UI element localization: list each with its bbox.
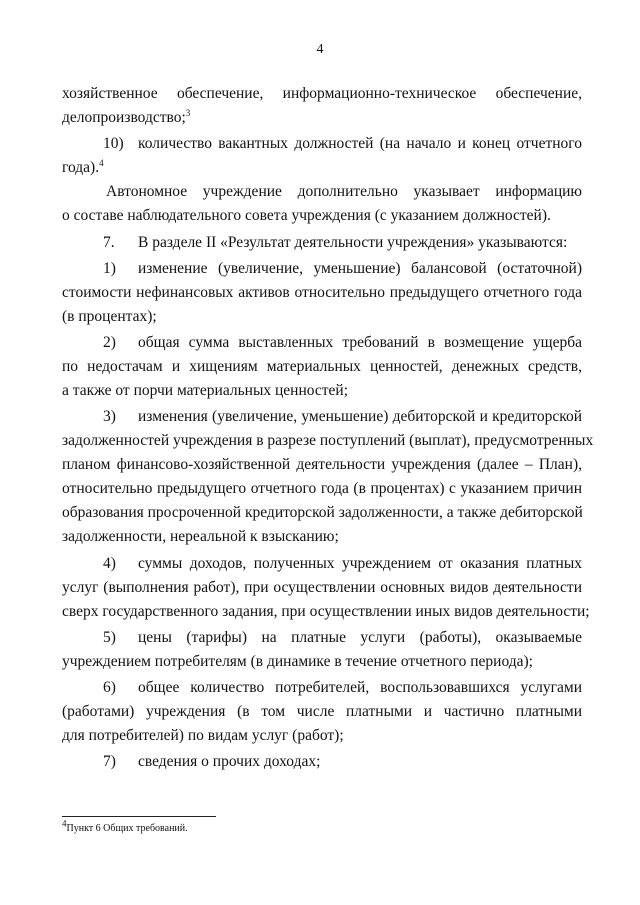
footnote-rule (62, 816, 216, 817)
item-number: 4) (103, 555, 116, 572)
text-line: количество вакантных должностей (на начало и конец отчетного (138, 135, 582, 152)
text-line: хозяйственное обеспечение, информационно-техническое обеспечение, (62, 85, 582, 102)
text-line: изменение (увеличение, уменьшение) балансовой (остаточной) (138, 260, 582, 277)
text-line: цены (тарифы) на платные услуги (работы), оказываемые (138, 629, 582, 646)
item-number: 1) (103, 260, 116, 277)
item-number: 7) (103, 753, 116, 770)
item-number: 3) (103, 408, 116, 425)
text-line (62, 108, 190, 128)
text-line: сверх государственного задания, при осуществлении иных видов деятельности; (62, 603, 590, 620)
item-number: 10) (103, 135, 124, 152)
footnote-ref: 3 (185, 107, 191, 118)
text-line: для потребителей) по видам услуг (работ); (62, 727, 344, 744)
footnote-text: Пункт 6 Общих требований. (66, 823, 188, 834)
text-line: планом финансово-хозяйственной деятельности учреждения (далее – План), (62, 456, 582, 473)
footnote-ref: 4 (99, 157, 104, 168)
text-line (62, 158, 104, 178)
text-line: задолженности, нереальной к взысканию; (62, 528, 339, 545)
item-number: 5) (103, 629, 116, 646)
page-number: 4 (316, 42, 324, 57)
text-line: общее количество потребителей, воспользовавшихся услугами (138, 679, 582, 696)
item-number: 7. (103, 234, 115, 251)
text-line: суммы доходов, полученных учреждением от оказания платных (138, 555, 582, 572)
item-number: 6) (103, 679, 116, 696)
text-line: (в процентах); (62, 308, 157, 325)
text-line: (работами) учреждения (в том числе платными и частично платными (62, 703, 582, 720)
text-line: а также от порчи материальных ценностей; (62, 382, 349, 399)
line-text: делопроизводство; (62, 109, 186, 126)
text-line: задолженностей учреждения в разрезе поступлений (выплат), предусмотренных (62, 432, 594, 449)
text-line: В разделе II «Результат деятельности учреждения» указываются: (138, 234, 568, 251)
text-line: по недостачам и хищениям материальных ценностей, денежных средств, (62, 358, 582, 375)
item-number: 2) (103, 334, 116, 351)
footnote-marker: 4 (62, 818, 67, 829)
text-line: стоимости нефинансовых активов относительно предыдущего отчетного года (62, 284, 582, 301)
text-line: Автономное учреждение дополнительно указывает информацию (106, 183, 582, 200)
text-line: изменения (увеличение, уменьшение) дебиторской и кредиторской (138, 408, 582, 425)
text-line: о составе наблюдательного совета учреждения (с указанием должностей). (62, 207, 551, 224)
text-line: общая сумма выставленных требований в возмещение ущерба (138, 334, 582, 351)
line-text: года). (62, 159, 100, 176)
text-line: относительно предыдущего отчетного года (в процентах) с указанием причин (62, 480, 582, 497)
text-line: учреждением потребителям (в динамике в течение отчетного периода); (62, 653, 533, 670)
text-line: услуг (выполнения работ), при осуществлении основных видов деятельности (62, 579, 582, 596)
footnote (62, 818, 188, 835)
text-line: образования просроченной кредиторской задолженности, а также дебиторской (62, 504, 583, 521)
text-line: сведения о прочих доходах; (138, 753, 321, 770)
